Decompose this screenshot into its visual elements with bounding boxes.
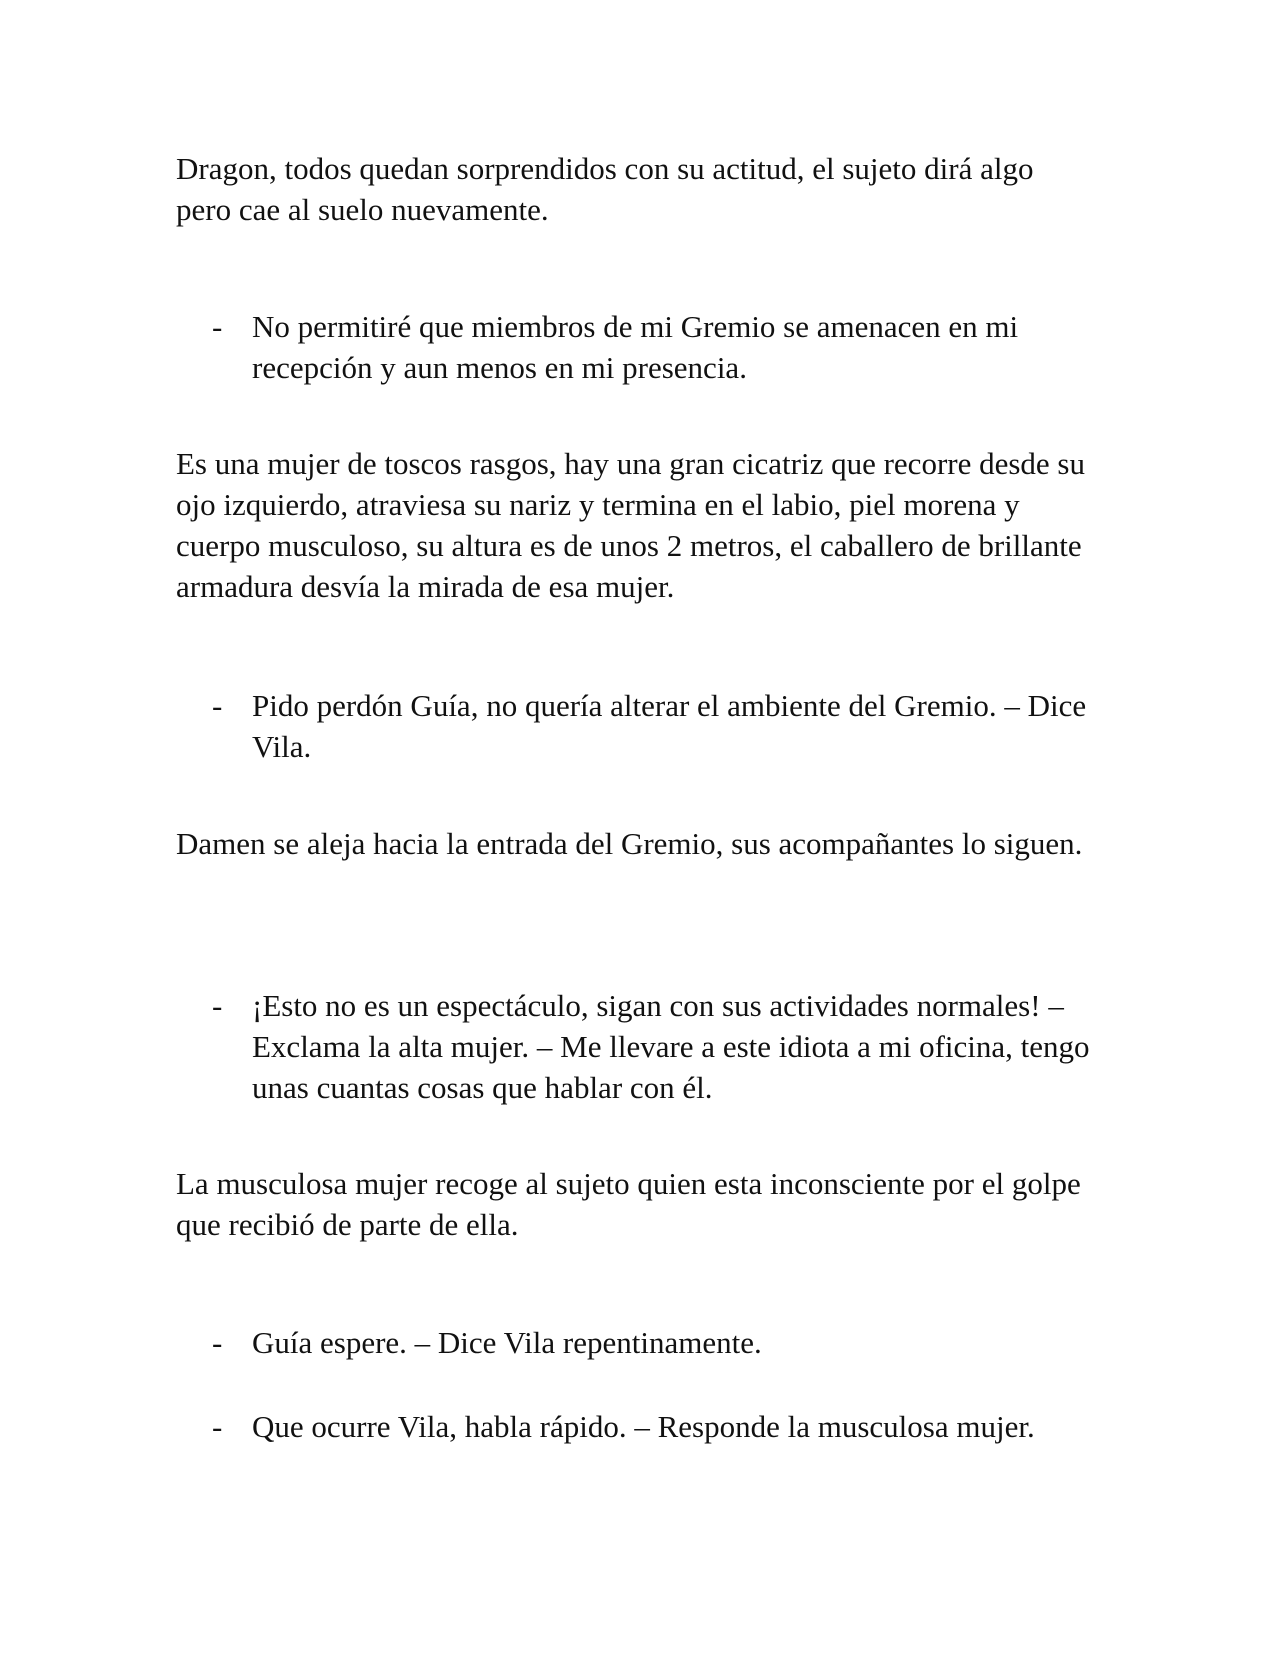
- narrative-paragraph: La musculosa mujer recoge al sujeto quien esta inconsciente por el golpe que recibió de parte de ella.: [176, 1166, 1081, 1242]
- dialogue-text: Guía espere. – Dice Vila repentinamente.: [252, 1325, 762, 1360]
- dialogue-line: [212, 1406, 1096, 1447]
- narrative-paragraph: Es una mujer de toscos rasgos, hay una gran cicatriz que recorre desde su ojo izquierdo, atraviesa su nariz y termina en el labio, piel morena y cuerpo musculoso, su altura es de unos 2 metros, el caballero de brillante armadura desvía la mirada de esa mujer.: [176, 446, 1085, 604]
- dialogue-dash: -: [212, 688, 223, 723]
- dialogue-text: Que ocurre Vila, habla rápido. – Responde la musculosa mujer.: [252, 1409, 1035, 1444]
- dialogue-dash: -: [212, 309, 223, 344]
- dialogue-dash: -: [212, 1325, 223, 1360]
- dialogue-text: Pido perdón Guía, no quería alterar el ambiente del Gremio. – Dice Vila.: [252, 688, 1087, 764]
- dialogue-line: [212, 1322, 1096, 1363]
- dialogue-text: ¡Esto no es un espectáculo, sigan con sus actividades normales! – Exclama la alta mujer. – Me llevare a este idiota a mi oficina, tengo unas cuantas cosas que hablar con él.: [252, 988, 1090, 1105]
- narrative-paragraph: Damen se aleja hacia la entrada del Gremio, sus acompañantes lo siguen.: [176, 826, 1083, 861]
- dialogue-dash: -: [212, 1409, 223, 1444]
- dialogue-line: [212, 985, 1096, 1108]
- dialogue-line: [212, 685, 1096, 767]
- narrative-paragraph: Dragon, todos quedan sorprendidos con su actitud, el sujeto dirá algo pero cae al suelo nuevamente.: [176, 151, 1034, 227]
- dialogue-dash: -: [212, 988, 223, 1023]
- dialogue-line: [212, 306, 1096, 388]
- dialogue-text: No permitiré que miembros de mi Gremio se amenacen en mi recepción y aun menos en mi presencia.: [252, 309, 1019, 385]
